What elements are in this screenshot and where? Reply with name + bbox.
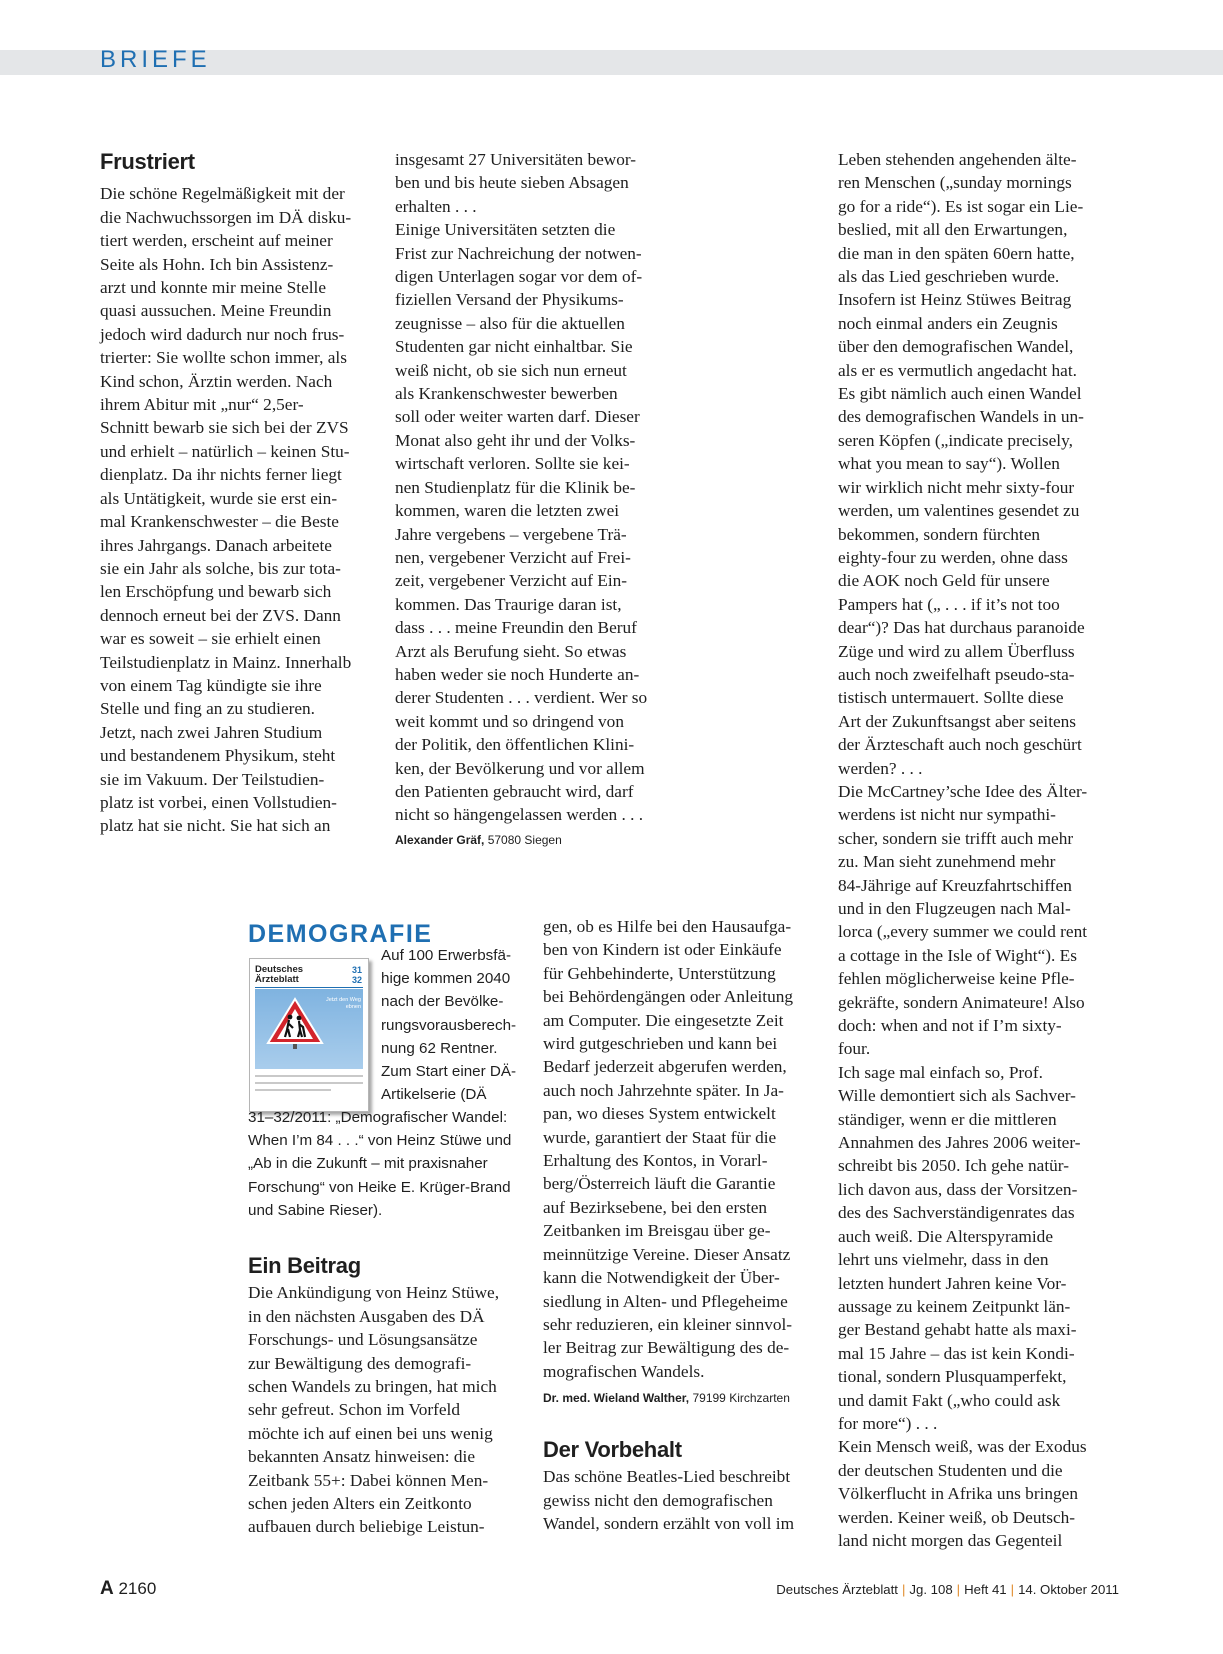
text-line: Jetzt, nach zwei Jahren Studium (100, 722, 323, 742)
text-line: schen jeden Alters ein Zeitkonto (248, 1494, 472, 1514)
text-line: lehrt uns vielmehr, dass in den (838, 1250, 1049, 1270)
text-line: Auf 100 Erwerbsfä- (381, 947, 511, 964)
text-line: Schnitt bewarb sie sich bei der ZVS (100, 418, 349, 438)
text-line: tistisch untermauert. Sollte diese (838, 688, 1064, 708)
demografie-intro-continued (248, 1106, 528, 1222)
text-line: gen, ob es Hilfe bei den Hausaufga- (543, 917, 792, 936)
text-line: dass . . . meine Freundin den Beruf (395, 618, 637, 638)
text-line: Ich sage mal einfach so, Prof. (838, 1062, 1043, 1082)
text-line: und damit Fakt („who could ask (838, 1390, 1061, 1410)
text-line: mografischen Wandels. (543, 1361, 705, 1381)
text-line: bei Behördengängen oder Anleitung (543, 987, 794, 1007)
text-line: des demografischen Wandels in un- (838, 407, 1084, 427)
text-line: und in den Flugzeugen nach Mal- (838, 899, 1071, 918)
journal-footer (776, 1582, 1119, 1597)
text-line: quasi aussuchen. Meine Freundin (100, 301, 332, 321)
text-line: nach der Bevölke- (381, 993, 504, 1011)
text-line: Stelle und fing an zu studieren. (100, 699, 316, 719)
text-line: Züge und wird zu allem Überfluss (838, 641, 1075, 661)
text-line: sehr gefreut. Schon im Vorfeld (248, 1400, 460, 1420)
signature-place: 79199 Kirchzarten (689, 1391, 790, 1406)
text-line: Wille demontiert sich als Sachver- (838, 1086, 1076, 1106)
text-line: Art der Zukunftsangst aber seitens (838, 711, 1077, 731)
text-line: und Sabine Rieser). (248, 1201, 383, 1219)
text-line: Einige Universitäten setzten die (395, 220, 616, 240)
demografie-intro-text (381, 944, 521, 1106)
text-line: die Nachwuchssorgen im DÄ disku- (100, 207, 352, 227)
text-line: haben weder sie noch Hunderte an- (395, 664, 640, 684)
text-line: Pampers hat („ . . . if it’s not too (838, 594, 1060, 614)
text-line: ständiger, wenn er die mittleren (838, 1109, 1057, 1129)
letter-beitrag-column-1 (248, 1254, 528, 1539)
text-line: ler Beitrag zur Bewältigung des de- (543, 1338, 790, 1358)
warning-sign-icon (266, 997, 324, 1049)
text-line: jedoch wird dadurch nur noch frus- (100, 324, 345, 344)
text-line: Teilstudienplatz in Mainz. Innerhalb (100, 652, 352, 672)
text-line: platz ist vorbei, einen Vollstudien- (100, 792, 337, 812)
text-line: ihrem Abitur mit „nur“ 2,5er- (100, 395, 304, 415)
text-line: am Computer. Die eingesetzte Zeit (543, 1010, 784, 1030)
cover-issue: 31 32 (351, 965, 362, 985)
text-line: erhalten . . . (395, 196, 477, 216)
text-line: in den nächsten Ausgaben des DÄ (248, 1306, 485, 1326)
text-line: werden. Keiner weiß, ob Deutsch- (838, 1507, 1076, 1527)
text-line: lorca („every summer we could rent (838, 922, 1088, 942)
text-line: der Ärzteschaft auch noch geschürt (838, 735, 1082, 755)
text-line: hige kommen 2040 (381, 970, 511, 988)
text-line: die man in den späten 60ern hatte, (838, 243, 1075, 263)
text-line: wir wirklich nicht mehr sixty-four (838, 477, 1075, 497)
text-line: weiß nicht, ob sie sich nun erneut (395, 360, 627, 380)
text-line: Studenten gar nicht einhaltbar. Sie (395, 337, 633, 357)
text-line: fehlen möglicherweise keine Pfle- (838, 969, 1075, 989)
text-line: bekannten Ansatz hinweisen: die (248, 1447, 475, 1467)
text-line: werden? . . . (838, 758, 923, 778)
page-letter: A (100, 1578, 114, 1599)
text-line: digen Unterlagen sogar vor dem of- (395, 267, 643, 287)
journal-issue: Heft 41 (964, 1582, 1007, 1597)
text-line: zeit, vergebener Verzicht auf Ein- (395, 571, 628, 591)
text-line: werden, um valentines gesendet zu (838, 501, 1080, 521)
text-line: Kein Mensch weiß, was der Exodus (838, 1437, 1087, 1457)
journal-volume: Jg. 108 (909, 1582, 953, 1597)
letter-body (395, 148, 675, 827)
separator: | (956, 1582, 961, 1597)
text-line: als das Lied geschrieben wurde. (838, 267, 1060, 287)
text-line: schen Wandels zu bringen, hat mich (248, 1377, 497, 1397)
text-line: tional, sondern Plusquamperfekt, (838, 1367, 1067, 1387)
text-line: beslied, mit all den Erwartungen, (838, 220, 1068, 240)
text-line: wirtschaft verloren. Sollte sie kei- (395, 454, 630, 474)
text-line: aufbauen durch beliebige Leistun- (248, 1517, 485, 1537)
text-line: auch noch zweifelhaft pseudo-sta- (838, 664, 1075, 684)
text-line: und bestandenem Physikum, steht (100, 746, 336, 766)
text-line: When I’m 84 . . .“ von Heinz Stüwe und (248, 1132, 512, 1150)
letter-body (100, 182, 372, 837)
text-line: 84-Jährige auf Kreuzfahrtschiffen (838, 875, 1072, 895)
text-line: nen, vergebener Verzicht auf Frei- (395, 547, 631, 567)
text-line: Kind schon, Ärztin werden. Nach (100, 371, 333, 391)
text-line: auch weiß. Die Alterspyramide (838, 1226, 1053, 1246)
text-line: den Patienten gebraucht wird, darf (395, 781, 634, 801)
text-line: platz hat sie nicht. Sie hat sich an (100, 816, 331, 836)
text-line: berg/Österreich läuft die Garantie (543, 1174, 776, 1194)
signature-place: 57080 Siegen (484, 832, 562, 847)
text-line: zur Bewältigung des demografi- (248, 1353, 472, 1373)
text-line: dear“)? Das hat durchaus paranoide (838, 618, 1085, 638)
text-line: derer Studenten . . . verdient. Wer so (395, 688, 648, 708)
text-line: pan, wo dieses System entwickelt (543, 1104, 776, 1124)
text-line: Monat also geht ihr und der Volks- (395, 430, 636, 450)
text-line: dennoch erneut bei der ZVS. Dann (100, 605, 341, 625)
page-number-value: 2160 (118, 1579, 157, 1598)
text-line: land nicht morgen das Gegenteil (838, 1530, 1063, 1550)
text-line: noch einmal anders ein Zeugnis (838, 313, 1058, 333)
text-line: nicht so hängengelassen werden . . . (395, 805, 644, 825)
text-line: eighty-four zu werden, ohne dass (838, 547, 1068, 567)
text-line: four. (838, 1039, 871, 1059)
letter-signature (395, 829, 675, 852)
letter-title: Ein Beitrag (248, 1253, 361, 1278)
text-line: über den demografischen Wandel, (838, 337, 1074, 357)
text-line: für Gehbehinderte, Unterstützung (543, 963, 776, 983)
text-line: Annahmen des Jahres 2006 weiter- (838, 1133, 1081, 1153)
text-line: seren Köpfen („indicate precisely, (838, 430, 1073, 450)
text-line: Insofern ist Heinz Stüwes Beitrag (838, 290, 1072, 310)
text-line: ben und bis heute sieben Absagen (395, 173, 629, 193)
text-line: auch noch Jahrzehnte später. In Ja- (543, 1080, 784, 1100)
text-line: Leben stehenden angehenden älte- (838, 150, 1077, 169)
text-line: sie ein Jahr als solche, bis zur tota- (100, 558, 341, 578)
text-line: von einem Tag kündigte sie ihre (100, 675, 322, 695)
text-line: ger Bestand gehabt hatte als maxi- (838, 1320, 1077, 1340)
text-line: kann die Notwendigkeit der Über- (543, 1268, 780, 1288)
text-line: der Politik, den öffentlichen Klini- (395, 735, 635, 755)
letter-vorbehalt-column-1 (543, 1438, 823, 1536)
text-line: tiert werden, erscheint auf meiner (100, 231, 333, 251)
text-line: die AOK noch Geld für unsere (838, 571, 1050, 591)
text-line: Jahre vergebens – vergebene Trä- (395, 524, 627, 544)
text-line: zu. Man sieht zunehmend mehr (838, 852, 1056, 872)
text-line: Frist zur Nachreichung der notwen- (395, 243, 642, 263)
text-line: „Ab in die Zukunft – mit praxisnaher (248, 1155, 488, 1173)
cover-caption: Jetzt den Weg ebnen (325, 997, 361, 1010)
text-line: mal 15 Jahre – das ist kein Kondi- (838, 1343, 1075, 1363)
text-line: Die Ankündigung von Heinz Stüwe, (248, 1283, 500, 1303)
text-line: als er es vermutlich angedacht hat. (838, 360, 1077, 380)
letter-title: Frustriert (100, 149, 195, 174)
text-line: letzten hundert Jahren keine Vor- (838, 1273, 1067, 1293)
letter-body (543, 915, 823, 1383)
text-line: sie im Vakuum. Der Teilstudien- (100, 769, 325, 789)
text-line: scher, sondern sie trifft auch mehr (838, 828, 1074, 848)
text-line: rungsvorausberech- (381, 1016, 517, 1034)
letter-beitrag-column-2 (543, 915, 823, 1411)
text-line: soll oder weiter warten darf. Dieser (395, 407, 640, 427)
text-line: aussage zu keinem Zeitpunkt län- (838, 1296, 1071, 1316)
text-line: war es soweit – sie erhielt einen (100, 629, 321, 649)
signature-name: Dr. med. Wieland Walther, (543, 1391, 690, 1406)
letter-signature (543, 1387, 823, 1410)
demografie-intro-text (248, 1106, 528, 1222)
letter-frustriert-column-2 (395, 148, 675, 852)
page-number (100, 1578, 156, 1600)
separator: | (1010, 1582, 1015, 1597)
text-line: Völkerflucht in Afrika uns bringen (838, 1484, 1078, 1504)
text-line: wird gutgeschrieben und kann bei (543, 1034, 778, 1054)
text-line: nen Studienplatz für die Klinik be- (395, 477, 636, 497)
text-line: fiziellen Versand der Physikums- (395, 290, 624, 310)
text-line: a cottage in the Isle of Wight“). Es (838, 945, 1077, 965)
text-line: ihres Jahrgangs. Danach arbeitete (100, 535, 332, 555)
text-line: lich davon aus, dass der Vorsitzen- (838, 1179, 1078, 1199)
journal-date: 14. Oktober 2011 (1018, 1582, 1119, 1597)
text-line: Die schöne Regelmäßigkeit mit der (100, 184, 345, 204)
text-line: what you mean to say“). Wollen (838, 454, 1060, 474)
text-line: Seite als Hohn. Ich bin Assistenz- (100, 254, 334, 274)
cover-rule (255, 987, 363, 988)
text-line: weit kommt und so dringend von (395, 711, 624, 731)
demografie-intro (381, 944, 521, 1106)
cover-text-lines (255, 1075, 363, 1096)
text-line: Artikelserie (DÄ (381, 1086, 487, 1104)
text-line: Zeitbank 55+: Dabei können Men- (248, 1470, 489, 1490)
text-line: 31–32/2011: „Demografischer Wandel: (248, 1109, 508, 1126)
text-line: möchte ich auf einen bei uns wenig (248, 1423, 493, 1443)
text-line: zeugnisse – also für die aktuellen (395, 313, 625, 333)
text-line: Es gibt nämlich auch einen Wandel (838, 384, 1082, 404)
text-line: ben von Kindern ist oder Einkäufe (543, 940, 782, 960)
text-line: arzt und konnte mir meine Stelle (100, 278, 327, 298)
text-line: dienplatz. Da ihr nichts ferner liegt (100, 465, 342, 485)
text-line: Forschung“ von Heike E. Krüger-Brand (248, 1178, 511, 1196)
text-line: mal Krankenschwester – die Beste (100, 512, 339, 532)
text-line: nung 62 Rentner. (381, 1039, 498, 1057)
letter-body (248, 1281, 528, 1538)
text-line: der deutschen Studenten und die (838, 1460, 1063, 1480)
letter-body (543, 1465, 823, 1535)
text-line: auf Bezirksebene, bei den ersten (543, 1197, 768, 1217)
text-line: Das schöne Beatles-Lied beschreibt (543, 1467, 791, 1487)
letter-vorbehalt-column-2 (838, 148, 1128, 1552)
journal-cover-image (249, 958, 369, 1112)
text-line: als Untätigkeit, wurde sie erst ein- (100, 488, 338, 508)
text-line: sehr reduzieren, ein kleiner sinnvol- (543, 1314, 793, 1334)
signature-name: Alexander Gräf, (395, 832, 485, 847)
text-line: Arzt als Berufung sieht. So etwas (395, 641, 627, 661)
text-line: kommen. Das Traurige daran ist, (395, 594, 622, 614)
text-line: werdens ist nicht nur sympathi- (838, 805, 1056, 825)
text-line: schreibt bis 2050. Ich gehe natür- (838, 1156, 1069, 1176)
text-line: wurde, garantiert der Staat für die (543, 1127, 777, 1147)
demografie-label: DEMOGRAFIE (248, 920, 433, 948)
text-line: Bedarf jederzeit abgerufen werden, (543, 1057, 787, 1077)
text-line: bekommen, sondern fürchten (838, 524, 1041, 544)
journal-name: Deutsches Ärzteblatt (776, 1582, 898, 1597)
text-line: for more“) . . . (838, 1413, 938, 1433)
text-line: Forschungs- und Lösungsansätze (248, 1330, 478, 1350)
text-line: und erhielt – natürlich – keinen Stu- (100, 441, 350, 461)
text-line: als Krankenschwester bewerben (395, 384, 618, 404)
letter-body (838, 148, 1128, 1552)
text-line: go for a ride“). Es ist sogar ein Lie- (838, 196, 1084, 216)
section-label: BRIEFE (100, 46, 211, 73)
text-line: ren Menschen („sunday mornings (838, 173, 1072, 193)
text-line: Die McCartney’sche Idee des Älter- (838, 781, 1088, 801)
text-line: gewiss nicht den demografischen (543, 1490, 773, 1510)
text-line: ken, der Bevölkerung und vor allem (395, 758, 645, 778)
text-line: doch: when and not if I’m sixty- (838, 1016, 1062, 1036)
text-line: Zeitbanken im Breisgau über ge- (543, 1221, 771, 1241)
text-line: Zum Start einer DÄ- (381, 1063, 517, 1081)
text-line: Wandel, sondern erzählt von voll im (543, 1514, 795, 1534)
cover-illustration (255, 989, 363, 1069)
text-line: des des Sachverständigenrates das (838, 1203, 1075, 1223)
text-line: kommen, waren die letzten zwei (395, 501, 620, 521)
cover-title: Deutsches Ärzteblatt (255, 964, 304, 985)
text-line: len Erschöpfung und bewarb sich (100, 582, 332, 602)
separator: | (901, 1582, 906, 1597)
letter-frustriert-column-1 (100, 150, 372, 838)
text-line: siedlung in Alten- und Pflegeheime (543, 1291, 788, 1311)
text-line: Erhaltung des Kontos, in Vorarl- (543, 1151, 768, 1171)
text-line: meinnützige Vereine. Dieser Ansatz (543, 1244, 791, 1264)
text-line: gekräfte, sondern Animateure! Also (838, 992, 1085, 1012)
text-line: insgesamt 27 Universitäten bewor- (395, 150, 637, 169)
text-line: trierter: Sie wollte schon immer, als (100, 348, 347, 368)
letter-title: Der Vorbehalt (543, 1437, 682, 1462)
